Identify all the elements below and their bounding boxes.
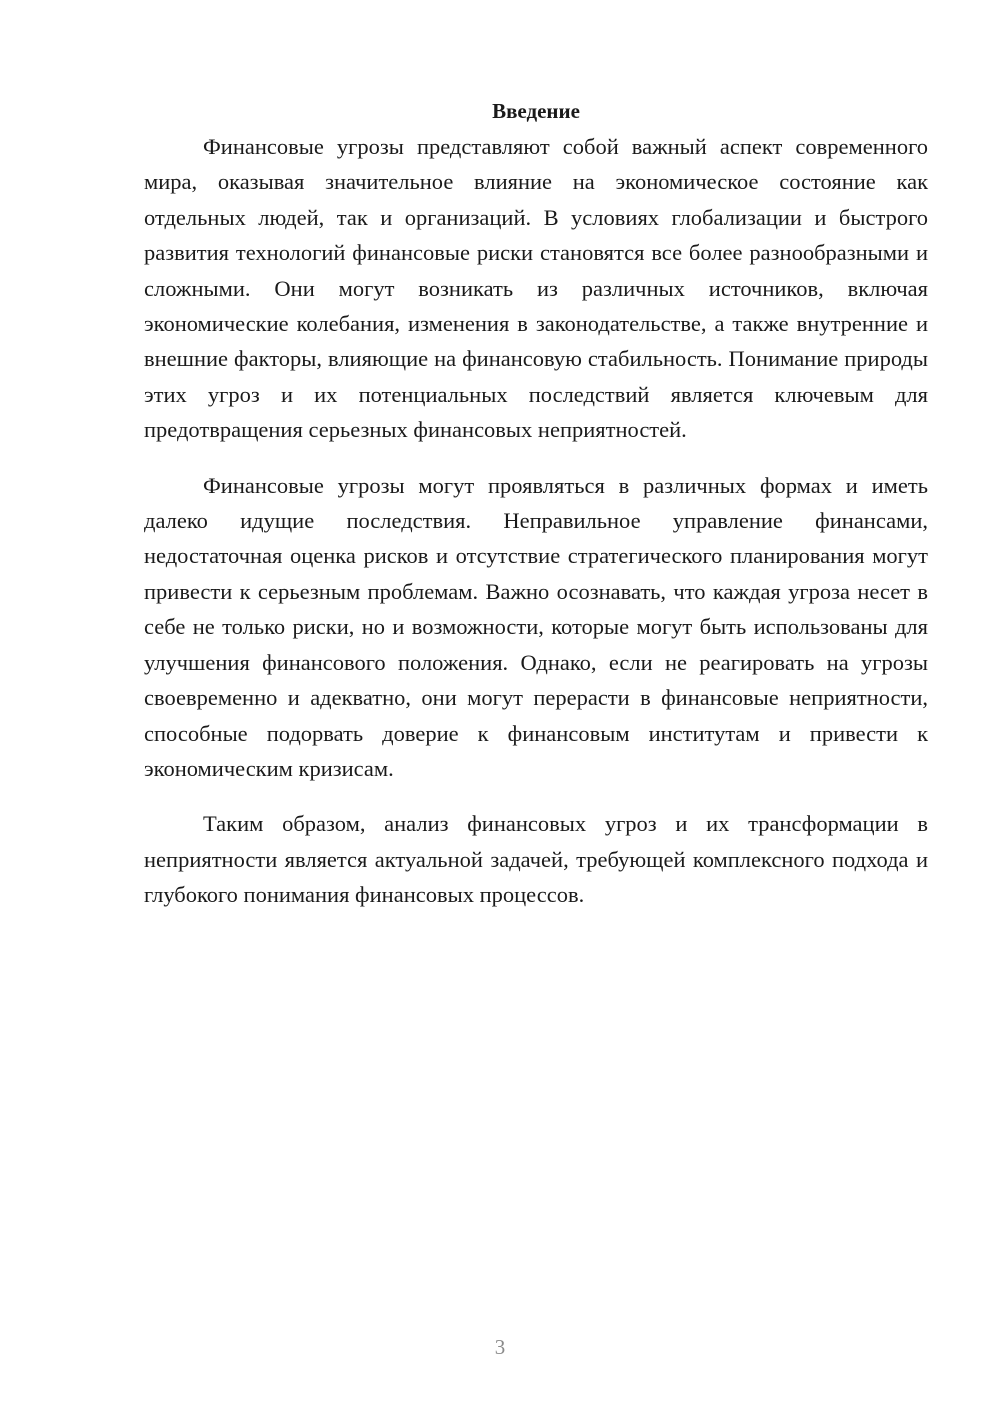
page-number: 3: [494, 1335, 506, 1359]
page-content: [144, 96, 928, 913]
paragraph-2: Финансовые угрозы могут проявляться в различных формах и иметь далеко идущие последствия. Неправильное управление финансами, недостаточная оценка рисков и отсутствие стратегического планирования могут привести к серьезным проблемам. Важно осознавать, что каждая угроза несет в себе не только риски, но и возможности, которые могут быть использованы для улучшения финансового положения. Однако, если не реагировать на угрозы своевременно и адекватно, они могут перерасти в финансовые неприятности, способные подорвать доверие к финансовым институтам и привести к экономическим кризисам.: [144, 472, 928, 781]
paragraph-1: Финансовые угрозы представляют собой важный аспект современного мира, оказывая значительное влияние на экономическое состояние как отдельных людей, так и организаций. В условиях глобализации и быстрого развития технологий финансовые риски становятся все более разнообразными и сложными. Они могут возникать из различных источников, включая экономические колебания, изменения в законодательстве, а также внутренние и внешние факторы, влияющие на финансовую стабильность. Понимание природы этих угроз и их потенциальных последствий является ключевым для предотвращения серьезных финансовых неприятностей.: [144, 134, 928, 443]
section-title: Введение: [492, 99, 580, 123]
paragraph-3: Таким образом, анализ финансовых угроз и их трансформации в неприятности является актуальной задачей, требующей комплексного подхода и глубокого понимания финансовых процессов.: [144, 811, 928, 908]
